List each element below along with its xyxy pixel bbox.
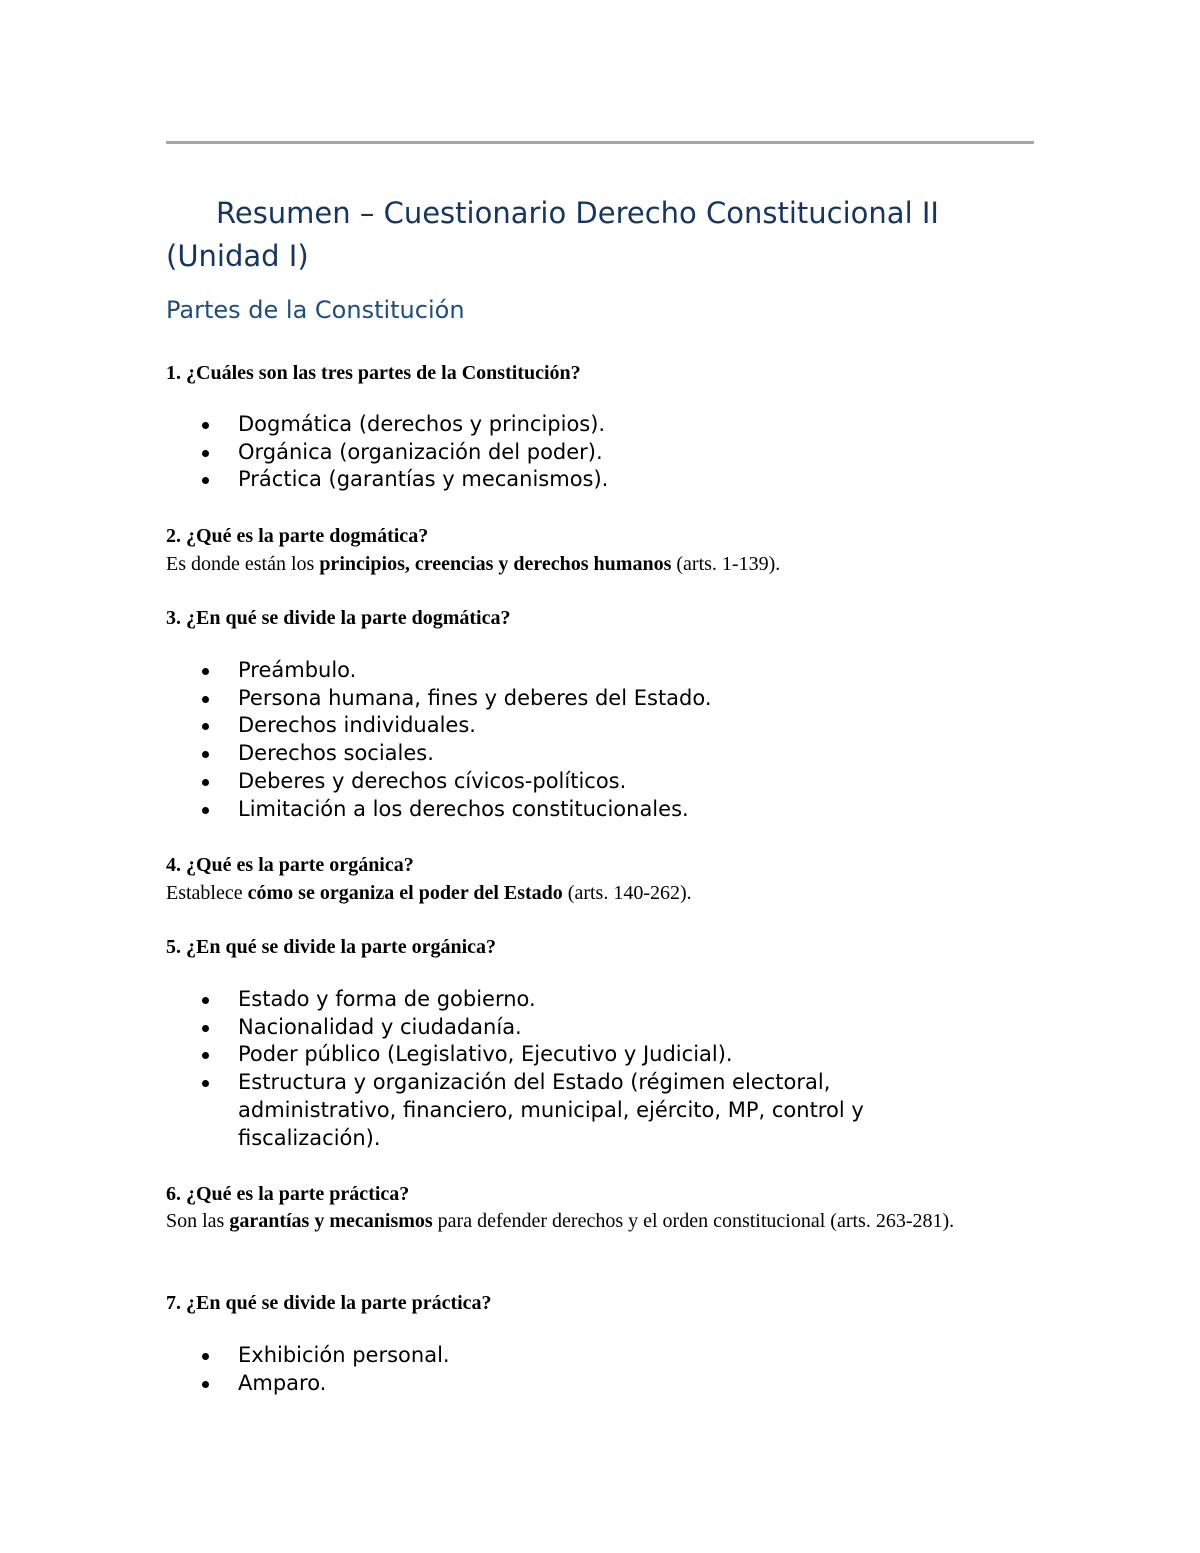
list-item: Persona humana, fines y deberes del Estado.	[166, 685, 966, 713]
bullet-icon	[202, 1025, 209, 1032]
question-3-list	[166, 657, 966, 823]
bullet-icon	[202, 1052, 209, 1059]
question-4: 4. ¿Qué es la parte orgánica?	[166, 854, 414, 876]
list-item: Preámbulo.	[166, 657, 966, 685]
list-item: Amparo.	[166, 1370, 966, 1398]
list-item: Exhibición personal.	[166, 1342, 966, 1370]
bullet-icon	[202, 668, 209, 675]
question-2: 2. ¿Qué es la parte dogmática?	[166, 525, 429, 547]
bullet-icon	[202, 696, 209, 703]
bullet-icon	[202, 450, 209, 457]
bullet-icon	[202, 723, 209, 730]
bullet-icon	[202, 1353, 209, 1360]
bullet-icon	[202, 751, 209, 758]
list-item: Derechos individuales.	[166, 712, 966, 740]
question-5: 5. ¿En qué se divide la parte orgánica?	[166, 936, 497, 958]
question-5-list	[166, 986, 966, 1152]
bullet-icon	[202, 779, 209, 786]
list-item: Poder público (Legislativo, Ejecutivo y Judicial).	[166, 1041, 966, 1069]
question-7: 7. ¿En qué se divide la parte práctica?	[166, 1292, 492, 1314]
bullet-icon	[202, 422, 209, 429]
top-horizontal-rule	[166, 141, 1034, 144]
document-title: Resumen – Cuestionario Derecho Constitucional II (Unidad I)	[166, 196, 939, 273]
list-item: Nacionalidad y ciudadanía.	[166, 1014, 966, 1042]
list-item: Derechos sociales.	[166, 740, 966, 768]
list-item: Dogmática (derechos y principios).	[166, 411, 966, 439]
list-item: Orgánica (organización del poder).	[166, 439, 966, 467]
bullet-icon	[202, 477, 209, 484]
question-1-list	[166, 411, 966, 494]
section-heading: Partes de la Constitución	[166, 296, 465, 324]
list-item: Estado y forma de gobierno.	[166, 986, 966, 1014]
answer-4: Establece cómo se organiza el poder del Estado (arts. 140-262).	[166, 882, 692, 904]
question-7-list	[166, 1342, 966, 1397]
answer-2: Es donde están los principios, creencias y derechos humanos (arts. 1-139).	[166, 553, 781, 575]
bullet-icon	[202, 1381, 209, 1388]
bullet-icon	[202, 997, 209, 1004]
list-item: Limitación a los derechos constitucionales.	[166, 796, 966, 824]
question-1: 1. ¿Cuáles son las tres partes de la Constitución?	[166, 362, 581, 384]
answer-6: Son las garantías y mecanismos para defender derechos y el orden constitucional (arts. 263-281).	[166, 1210, 955, 1232]
list-item: Deberes y derechos cívicos-políticos.	[166, 768, 966, 796]
bullet-icon	[202, 807, 209, 814]
list-item: Práctica (garantías y mecanismos).	[166, 466, 966, 494]
question-3: 3. ¿En qué se divide la parte dogmática?	[166, 607, 511, 629]
question-6: 6. ¿Qué es la parte práctica?	[166, 1183, 410, 1205]
bullet-icon	[202, 1080, 209, 1087]
list-item: Estructura y organización del Estado (régimen electoral, administrativo, financiero, municipal, ejército, MP, control y fiscalización).	[166, 1069, 966, 1152]
